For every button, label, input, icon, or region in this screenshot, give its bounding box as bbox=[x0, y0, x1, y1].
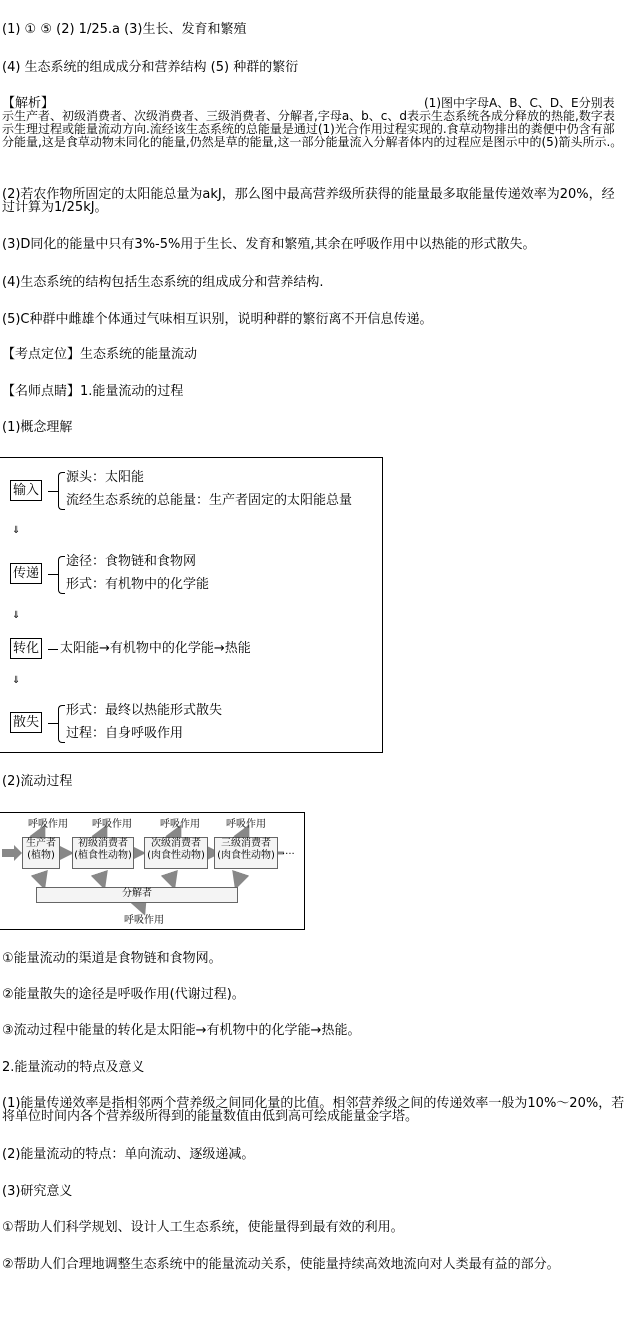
node-title: 三级消费者 bbox=[221, 838, 271, 849]
continuation-dots: ···· bbox=[282, 849, 295, 860]
node-subtitle: (肉食性动物) bbox=[147, 850, 205, 861]
feature-3: (3)研究意义 bbox=[2, 1184, 73, 1199]
concept-box bbox=[0, 457, 383, 753]
feature-1: (1)能量传递效率是指相邻两个营养级之间同化量的比值。相邻营养级之间的传递效率一般为10%～20%，若将单位时间内各个营养级所得到的能量数值由低到高可绘成能量金字塔。 bbox=[2, 1096, 625, 1124]
section-2-title: 2.能量流动的特点及意义 bbox=[2, 1060, 145, 1075]
node-subtitle: (植物) bbox=[27, 850, 55, 861]
node-title: 初级消费者 bbox=[78, 838, 128, 849]
analysis-p2: (2)若农作物所固定的太阳能总量为akJ，那么图中最高营养级所获得的能量最多取能量传递效率为20%，经过计算为1/25kJ。 bbox=[2, 187, 615, 215]
analysis-p1: 示生产者、初级消费者、次级消费者、三级消费者、分解者,字母a、b、c、d表示生态系统各成分释放的热能,数字表示生理过程或能量流动方向.流经该生态系统的总能量是通过(1)光合作用过程实现的.食草动物排出的粪便中仍含有部分能量,这是食草动物未同化的能量,仍然是草的能量,这一部分能量流入分解者体内的过程应是图示中的(5)箭头所示.。 bbox=[2, 109, 623, 149]
connector bbox=[48, 574, 58, 575]
brace bbox=[58, 556, 65, 594]
transfer-form: 形式：有机物中的化学能 bbox=[66, 577, 210, 592]
concept-title: (1)概念理解 bbox=[2, 420, 73, 435]
analysis-heading: 【解析】 bbox=[2, 96, 55, 111]
respiration-label: 呼吸作用 bbox=[28, 819, 68, 830]
point-3: ③流动过程中能量的转化是太阳能→有机物中的化学能→热能。 bbox=[2, 1023, 361, 1038]
analysis-p3: (3)D同化的能量中只有3%-5%用于生长、发育和繁殖,其余在呼吸作用中以热能的形式散失。 bbox=[2, 237, 536, 252]
decomposer-node: 分解者 bbox=[36, 887, 238, 903]
feature-2: (2)能量流动的特点：单向流动、逐级递减。 bbox=[2, 1147, 255, 1162]
respiration-label: 呼吸作用 bbox=[124, 915, 164, 926]
down-arrow-icon: ⇓ bbox=[12, 610, 21, 621]
point-2: ②能量散失的途径是呼吸作用(代谢过程)。 bbox=[2, 987, 245, 1002]
tertiary-consumer-node bbox=[214, 837, 278, 869]
convert-label: 转化 bbox=[10, 638, 42, 659]
node-title: 次级消费者 bbox=[151, 838, 201, 849]
connector bbox=[48, 649, 58, 650]
producer-node bbox=[22, 837, 60, 869]
feature-5: ②帮助人们合理地调整生态系统中的能量流动关系，使能量持续高效地流向对人类最有益的部分。 bbox=[2, 1257, 560, 1272]
brace bbox=[58, 705, 65, 743]
analysis-p1-head: (1)图中字母A、B、C、D、E分别表 bbox=[424, 96, 615, 110]
connector bbox=[48, 491, 58, 492]
transfer-path: 途径：食物链和食物网 bbox=[66, 554, 197, 569]
down-arrow-icon: ⇓ bbox=[12, 525, 21, 536]
transfer-label: 传递 bbox=[10, 563, 42, 584]
input-total: 流经生态系统的总能量：生产者固定的太阳能总量 bbox=[66, 493, 353, 508]
respiration-label: 呼吸作用 bbox=[160, 819, 200, 830]
convert-chain: 太阳能→有机物中的化学能→热能 bbox=[60, 641, 251, 656]
input-label: 输入 bbox=[10, 480, 42, 501]
respiration-label: 呼吸作用 bbox=[92, 819, 132, 830]
connector bbox=[48, 723, 58, 724]
answer-line-2: (4) 生态系统的组成成分和营养结构 (5) 种群的繁衍 bbox=[2, 60, 299, 75]
point-1: ①能量流动的渠道是食物链和食物网。 bbox=[2, 951, 222, 966]
feature-4: ①帮助人们科学规划、设计人工生态系统，使能量得到最有效的利用。 bbox=[2, 1220, 404, 1235]
node-subtitle: (植食性动物) bbox=[74, 850, 132, 861]
kaodian: 【考点定位】生态系统的能量流动 bbox=[2, 347, 198, 362]
analysis-p4: (4)生态系统的结构包括生态系统的组成成分和营养结构. bbox=[2, 275, 324, 290]
flow-title: (2)流动过程 bbox=[2, 774, 73, 789]
node-subtitle: (肉食性动物) bbox=[217, 850, 275, 861]
respiration-label: 呼吸作用 bbox=[226, 819, 266, 830]
node-title: 生产者 bbox=[26, 838, 56, 849]
secondary-consumer-node bbox=[144, 837, 208, 869]
dissipate-form: 形式：最终以热能形式散失 bbox=[66, 703, 223, 718]
analysis-p5: (5)C种群中雌雄个体通过气味相互识别，说明种群的繁衍离不开信息传递。 bbox=[2, 312, 433, 327]
dissipate-process: 过程：自身呼吸作用 bbox=[66, 726, 184, 741]
input-source: 源头：太阳能 bbox=[66, 470, 145, 485]
dissipate-label: 散失 bbox=[10, 712, 42, 733]
answer-line-1: (1) ① ⑤ (2) 1/25.a (3)生长、发育和繁殖 bbox=[2, 22, 247, 37]
brace bbox=[58, 472, 65, 510]
down-arrow-icon: ⇓ bbox=[12, 675, 21, 686]
flow-diagram bbox=[0, 812, 305, 930]
primary-consumer-node bbox=[72, 837, 134, 869]
mingshi: 【名师点睛】1.能量流动的过程 bbox=[2, 384, 184, 399]
